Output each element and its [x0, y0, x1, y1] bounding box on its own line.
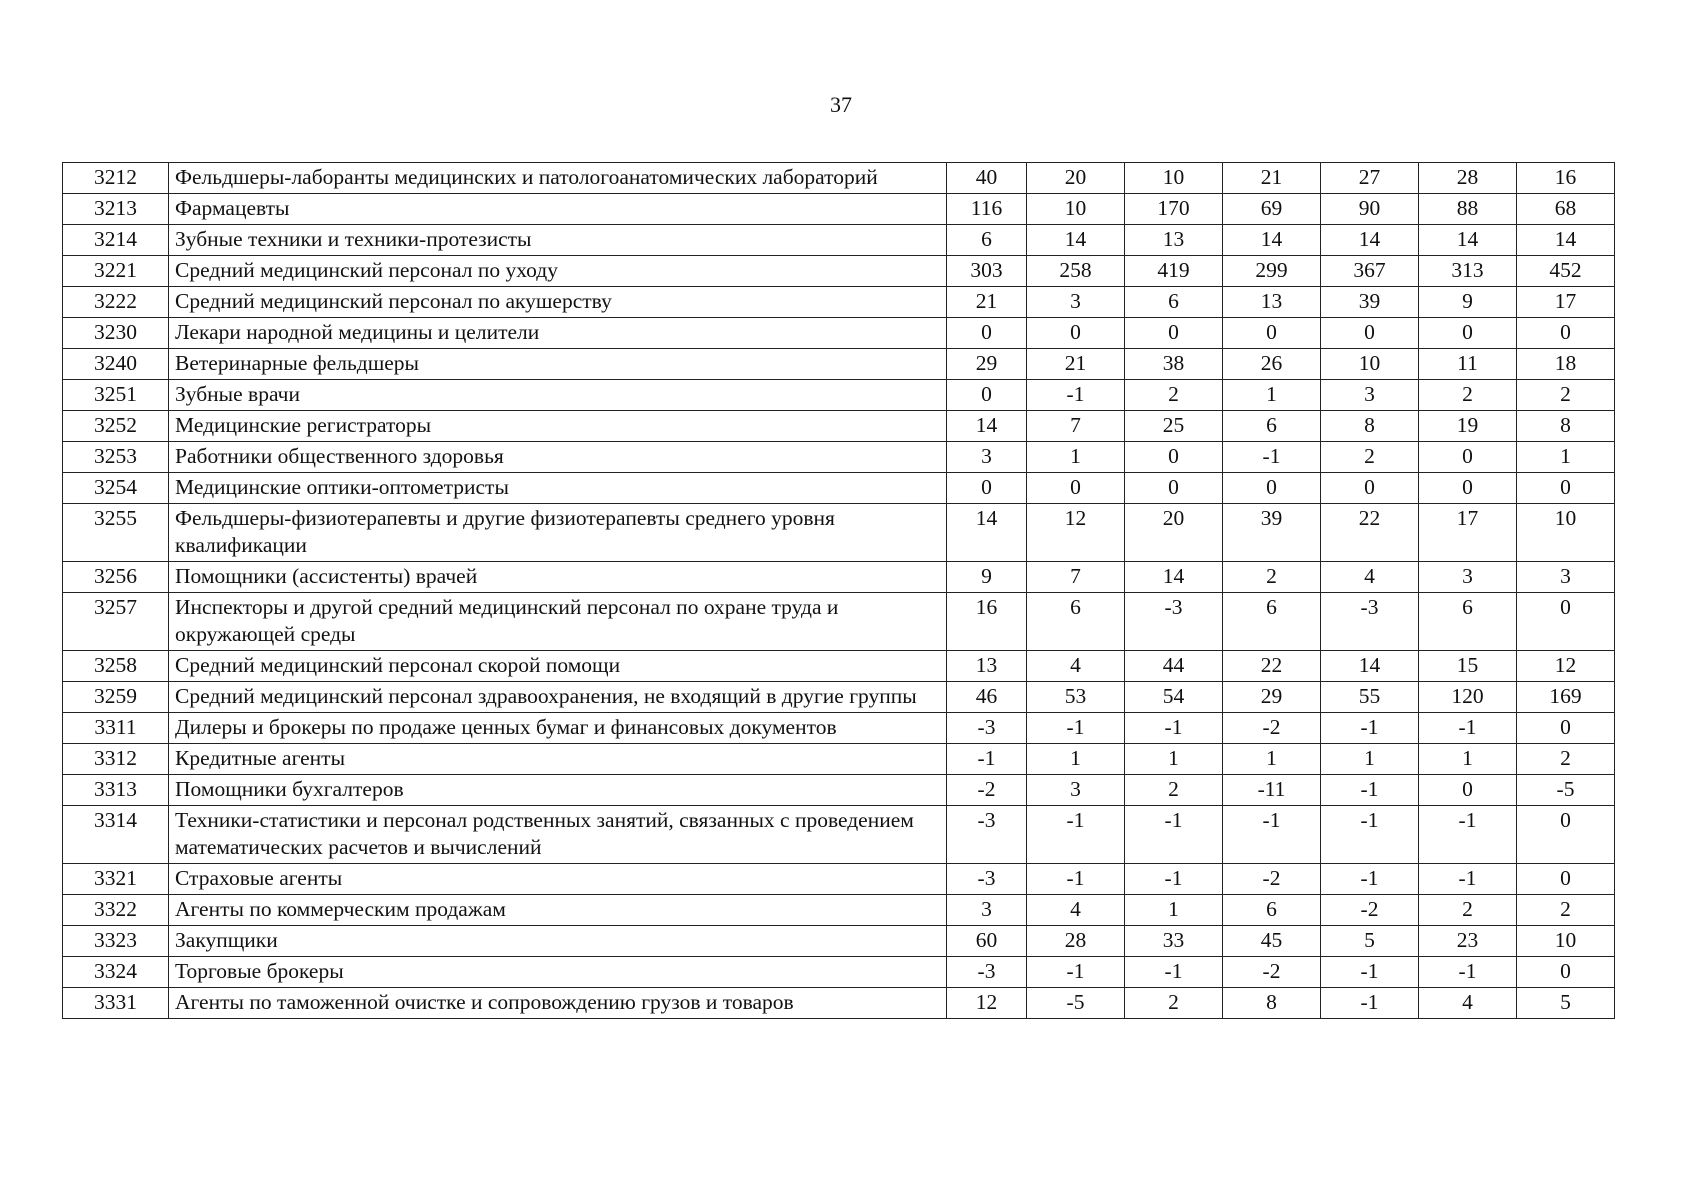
occupation-name-cell: Помощники (ассистенты) врачей	[169, 562, 947, 593]
occupations-table	[62, 162, 1615, 1019]
value-cell: 10	[1027, 194, 1125, 225]
value-cell: 16	[947, 593, 1027, 651]
occupation-name-cell: Фармацевты	[169, 194, 947, 225]
value-cell: -1	[947, 744, 1027, 775]
occupation-code-cell: 3331	[63, 988, 169, 1019]
value-cell: 20	[1027, 163, 1125, 194]
table-row	[63, 806, 1615, 864]
value-cell: 10	[1321, 349, 1419, 380]
value-cell: 6	[947, 225, 1027, 256]
value-cell: -1	[1321, 775, 1419, 806]
occupation-code-cell: 3212	[63, 163, 169, 194]
value-cell: -11	[1223, 775, 1321, 806]
value-cell: 10	[1517, 504, 1615, 562]
table-row	[63, 411, 1615, 442]
value-cell: 14	[1321, 225, 1419, 256]
occupation-code-cell: 3214	[63, 225, 169, 256]
value-cell: -3	[947, 957, 1027, 988]
table-row	[63, 957, 1615, 988]
value-cell: 4	[1419, 988, 1517, 1019]
value-cell: 55	[1321, 682, 1419, 713]
value-cell: -1	[1321, 806, 1419, 864]
value-cell: 8	[1223, 988, 1321, 1019]
value-cell: 6	[1125, 287, 1223, 318]
value-cell: 0	[1517, 864, 1615, 895]
value-cell: 10	[1125, 163, 1223, 194]
value-cell: 6	[1419, 593, 1517, 651]
value-cell: 15	[1419, 651, 1517, 682]
value-cell: 20	[1125, 504, 1223, 562]
occupation-code-cell: 3313	[63, 775, 169, 806]
occupation-code-cell: 3221	[63, 256, 169, 287]
occupation-name-cell: Ветеринарные фельдшеры	[169, 349, 947, 380]
table-row	[63, 504, 1615, 562]
value-cell: 16	[1517, 163, 1615, 194]
value-cell: 21	[1223, 163, 1321, 194]
occupation-name-cell: Средний медицинский персонал скорой помощи	[169, 651, 947, 682]
value-cell: 313	[1419, 256, 1517, 287]
table-row	[63, 593, 1615, 651]
value-cell: 1	[1321, 744, 1419, 775]
value-cell: 2	[1419, 380, 1517, 411]
occupation-code-cell: 3311	[63, 713, 169, 744]
occupation-name-cell: Кредитные агенты	[169, 744, 947, 775]
value-cell: 28	[1027, 926, 1125, 957]
occupation-code-cell: 3253	[63, 442, 169, 473]
table-row	[63, 473, 1615, 504]
value-cell: 40	[947, 163, 1027, 194]
value-cell: 14	[1321, 651, 1419, 682]
value-cell: 2	[1321, 442, 1419, 473]
occupation-code-cell: 3324	[63, 957, 169, 988]
value-cell: 8	[1321, 411, 1419, 442]
value-cell: 14	[1027, 225, 1125, 256]
value-cell: 11	[1419, 349, 1517, 380]
value-cell: 2	[1517, 895, 1615, 926]
value-cell: 5	[1517, 988, 1615, 1019]
table-body	[63, 163, 1615, 1019]
value-cell: 3	[1517, 562, 1615, 593]
value-cell: -1	[1027, 806, 1125, 864]
value-cell: 1	[1517, 442, 1615, 473]
value-cell: 0	[1419, 473, 1517, 504]
value-cell: 2	[1419, 895, 1517, 926]
table-row	[63, 988, 1615, 1019]
value-cell: 0	[1419, 318, 1517, 349]
occupation-code-cell: 3257	[63, 593, 169, 651]
value-cell: 88	[1419, 194, 1517, 225]
value-cell: -1	[1321, 713, 1419, 744]
value-cell: 0	[1223, 473, 1321, 504]
value-cell: 0	[1419, 442, 1517, 473]
value-cell: -1	[1321, 988, 1419, 1019]
table-row	[63, 256, 1615, 287]
value-cell: 39	[1223, 504, 1321, 562]
value-cell: 9	[947, 562, 1027, 593]
value-cell: 0	[947, 318, 1027, 349]
occupation-name-cell: Медицинские оптики-оптометристы	[169, 473, 947, 504]
value-cell: 0	[1223, 318, 1321, 349]
value-cell: 14	[947, 504, 1027, 562]
value-cell: 29	[1223, 682, 1321, 713]
value-cell: -2	[947, 775, 1027, 806]
table-row	[63, 895, 1615, 926]
value-cell: 116	[947, 194, 1027, 225]
value-cell: -1	[1419, 864, 1517, 895]
occupation-name-cell: Агенты по коммерческим продажам	[169, 895, 947, 926]
value-cell: -3	[947, 806, 1027, 864]
value-cell: 14	[947, 411, 1027, 442]
occupation-code-cell: 3323	[63, 926, 169, 957]
value-cell: 4	[1027, 895, 1125, 926]
value-cell: 5	[1321, 926, 1419, 957]
value-cell: 28	[1419, 163, 1517, 194]
occupation-code-cell: 3321	[63, 864, 169, 895]
value-cell: 21	[947, 287, 1027, 318]
value-cell: 33	[1125, 926, 1223, 957]
value-cell: 3	[947, 895, 1027, 926]
value-cell: 0	[1125, 442, 1223, 473]
occupation-code-cell: 3254	[63, 473, 169, 504]
value-cell: 69	[1223, 194, 1321, 225]
value-cell: 29	[947, 349, 1027, 380]
value-cell: -1	[1027, 864, 1125, 895]
value-cell: 0	[1125, 473, 1223, 504]
occupation-name-cell: Зубные техники и техники-протезисты	[169, 225, 947, 256]
occupation-name-cell: Лекари народной медицины и целители	[169, 318, 947, 349]
value-cell: -1	[1027, 380, 1125, 411]
value-cell: 0	[1517, 318, 1615, 349]
value-cell: -2	[1321, 895, 1419, 926]
occupation-name-cell: Агенты по таможенной очистке и сопровождению грузов и товаров	[169, 988, 947, 1019]
value-cell: -3	[947, 864, 1027, 895]
value-cell: -1	[1419, 713, 1517, 744]
table-row	[63, 926, 1615, 957]
value-cell: 3	[1027, 775, 1125, 806]
value-cell: 6	[1223, 895, 1321, 926]
value-cell: 0	[1125, 318, 1223, 349]
occupation-name-cell: Средний медицинский персонал здравоохранения, не входящий в другие группы	[169, 682, 947, 713]
table-row	[63, 713, 1615, 744]
value-cell: -3	[947, 713, 1027, 744]
value-cell: 21	[1027, 349, 1125, 380]
value-cell: -1	[1223, 442, 1321, 473]
value-cell: 13	[1125, 225, 1223, 256]
value-cell: 22	[1223, 651, 1321, 682]
page-number: 37	[830, 92, 852, 117]
occupation-name-cell: Торговые брокеры	[169, 957, 947, 988]
table-row	[63, 562, 1615, 593]
value-cell: -2	[1223, 713, 1321, 744]
value-cell: 0	[1419, 775, 1517, 806]
value-cell: 170	[1125, 194, 1223, 225]
value-cell: 14	[1517, 225, 1615, 256]
value-cell: 90	[1321, 194, 1419, 225]
occupation-name-cell: Фельдшеры-физиотерапевты и другие физиотерапевты среднего уровня квалификации	[169, 504, 947, 562]
value-cell: 1	[1223, 744, 1321, 775]
value-cell: 46	[947, 682, 1027, 713]
occupation-code-cell: 3255	[63, 504, 169, 562]
occupation-code-cell: 3256	[63, 562, 169, 593]
value-cell: 0	[1027, 318, 1125, 349]
table-row	[63, 744, 1615, 775]
occupation-name-cell: Зубные врачи	[169, 380, 947, 411]
value-cell: 10	[1517, 926, 1615, 957]
value-cell: 0	[1321, 318, 1419, 349]
value-cell: -3	[1125, 593, 1223, 651]
value-cell: 22	[1321, 504, 1419, 562]
value-cell: 3	[947, 442, 1027, 473]
occupation-name-cell: Страховые агенты	[169, 864, 947, 895]
value-cell: 27	[1321, 163, 1419, 194]
table-row	[63, 163, 1615, 194]
value-cell: 2	[1125, 380, 1223, 411]
value-cell: -2	[1223, 864, 1321, 895]
value-cell: 299	[1223, 256, 1321, 287]
value-cell: 1	[1223, 380, 1321, 411]
value-cell: 2	[1125, 988, 1223, 1019]
value-cell: -1	[1027, 957, 1125, 988]
value-cell: 9	[1419, 287, 1517, 318]
occupation-code-cell: 3314	[63, 806, 169, 864]
value-cell: 17	[1419, 504, 1517, 562]
value-cell: 39	[1321, 287, 1419, 318]
value-cell: 12	[1517, 651, 1615, 682]
value-cell: 0	[1517, 713, 1615, 744]
occupation-name-cell: Помощники бухгалтеров	[169, 775, 947, 806]
value-cell: 54	[1125, 682, 1223, 713]
value-cell: 23	[1419, 926, 1517, 957]
occupation-code-cell: 3322	[63, 895, 169, 926]
table-row	[63, 287, 1615, 318]
value-cell: -1	[1321, 864, 1419, 895]
table-row	[63, 442, 1615, 473]
value-cell: 0	[1517, 473, 1615, 504]
value-cell: 3	[1419, 562, 1517, 593]
value-cell: 0	[1517, 593, 1615, 651]
value-cell: 419	[1125, 256, 1223, 287]
value-cell: 38	[1125, 349, 1223, 380]
occupation-code-cell: 3230	[63, 318, 169, 349]
occupation-name-cell: Техники-статистики и персонал родственных занятий, связанных с проведением математических расчетов и вычислений	[169, 806, 947, 864]
value-cell: 3	[1321, 380, 1419, 411]
value-cell: -1	[1419, 806, 1517, 864]
value-cell: 53	[1027, 682, 1125, 713]
value-cell: 0	[1517, 957, 1615, 988]
value-cell: 2	[1223, 562, 1321, 593]
value-cell: 1	[1125, 895, 1223, 926]
occupation-code-cell: 3222	[63, 287, 169, 318]
value-cell: 258	[1027, 256, 1125, 287]
value-cell: 3	[1027, 287, 1125, 318]
value-cell: 1	[1027, 744, 1125, 775]
value-cell: 303	[947, 256, 1027, 287]
value-cell: 7	[1027, 562, 1125, 593]
occupation-code-cell: 3252	[63, 411, 169, 442]
value-cell: 2	[1517, 744, 1615, 775]
occupation-name-cell: Инспекторы и другой средний медицинский персонал по охране труда и окружающей среды	[169, 593, 947, 651]
occupation-code-cell: 3213	[63, 194, 169, 225]
table-row	[63, 864, 1615, 895]
value-cell: -5	[1517, 775, 1615, 806]
value-cell: -1	[1419, 957, 1517, 988]
value-cell: 13	[947, 651, 1027, 682]
value-cell: 0	[947, 473, 1027, 504]
value-cell: 8	[1517, 411, 1615, 442]
value-cell: 0	[947, 380, 1027, 411]
value-cell: 0	[1517, 806, 1615, 864]
occupation-code-cell: 3312	[63, 744, 169, 775]
value-cell: -1	[1125, 864, 1223, 895]
value-cell: 169	[1517, 682, 1615, 713]
value-cell: 68	[1517, 194, 1615, 225]
value-cell: -2	[1223, 957, 1321, 988]
value-cell: 12	[947, 988, 1027, 1019]
value-cell: -1	[1125, 713, 1223, 744]
value-cell: 6	[1223, 593, 1321, 651]
value-cell: 14	[1419, 225, 1517, 256]
value-cell: 44	[1125, 651, 1223, 682]
occupation-name-cell: Закупщики	[169, 926, 947, 957]
occupation-name-cell: Работники общественного здоровья	[169, 442, 947, 473]
occupation-code-cell: 3251	[63, 380, 169, 411]
value-cell: 6	[1027, 593, 1125, 651]
occupation-name-cell: Средний медицинский персонал по уходу	[169, 256, 947, 287]
value-cell: 26	[1223, 349, 1321, 380]
table-row	[63, 349, 1615, 380]
value-cell: 6	[1223, 411, 1321, 442]
value-cell: 60	[947, 926, 1027, 957]
occupation-name-cell: Фельдшеры-лаборанты медицинских и патологоанатомических лабораторий	[169, 163, 947, 194]
value-cell: 1	[1027, 442, 1125, 473]
occupation-code-cell: 3240	[63, 349, 169, 380]
value-cell: 14	[1223, 225, 1321, 256]
occupation-name-cell: Средний медицинский персонал по акушерству	[169, 287, 947, 318]
table-row	[63, 380, 1615, 411]
value-cell: 13	[1223, 287, 1321, 318]
value-cell: -5	[1027, 988, 1125, 1019]
value-cell: -1	[1125, 957, 1223, 988]
value-cell: 1	[1419, 744, 1517, 775]
occupation-code-cell: 3258	[63, 651, 169, 682]
table-row	[63, 318, 1615, 349]
value-cell: 0	[1027, 473, 1125, 504]
value-cell: 12	[1027, 504, 1125, 562]
value-cell: -1	[1321, 957, 1419, 988]
value-cell: 4	[1321, 562, 1419, 593]
table-row	[63, 775, 1615, 806]
value-cell: -1	[1027, 713, 1125, 744]
value-cell: 2	[1125, 775, 1223, 806]
value-cell: 18	[1517, 349, 1615, 380]
occupation-code-cell: 3259	[63, 682, 169, 713]
value-cell: 367	[1321, 256, 1419, 287]
value-cell: -1	[1223, 806, 1321, 864]
value-cell: 7	[1027, 411, 1125, 442]
value-cell: 14	[1125, 562, 1223, 593]
value-cell: 2	[1517, 380, 1615, 411]
value-cell: 452	[1517, 256, 1615, 287]
value-cell: 45	[1223, 926, 1321, 957]
occupation-name-cell: Дилеры и брокеры по продаже ценных бумаг и финансовых документов	[169, 713, 947, 744]
value-cell: 1	[1125, 744, 1223, 775]
table-row	[63, 225, 1615, 256]
value-cell: 25	[1125, 411, 1223, 442]
value-cell: 4	[1027, 651, 1125, 682]
table-row	[63, 651, 1615, 682]
value-cell: -1	[1125, 806, 1223, 864]
value-cell: 17	[1517, 287, 1615, 318]
value-cell: 19	[1419, 411, 1517, 442]
value-cell: 120	[1419, 682, 1517, 713]
value-cell: -3	[1321, 593, 1419, 651]
occupation-name-cell: Медицинские регистраторы	[169, 411, 947, 442]
table-row	[63, 682, 1615, 713]
table-row	[63, 194, 1615, 225]
value-cell: 0	[1321, 473, 1419, 504]
